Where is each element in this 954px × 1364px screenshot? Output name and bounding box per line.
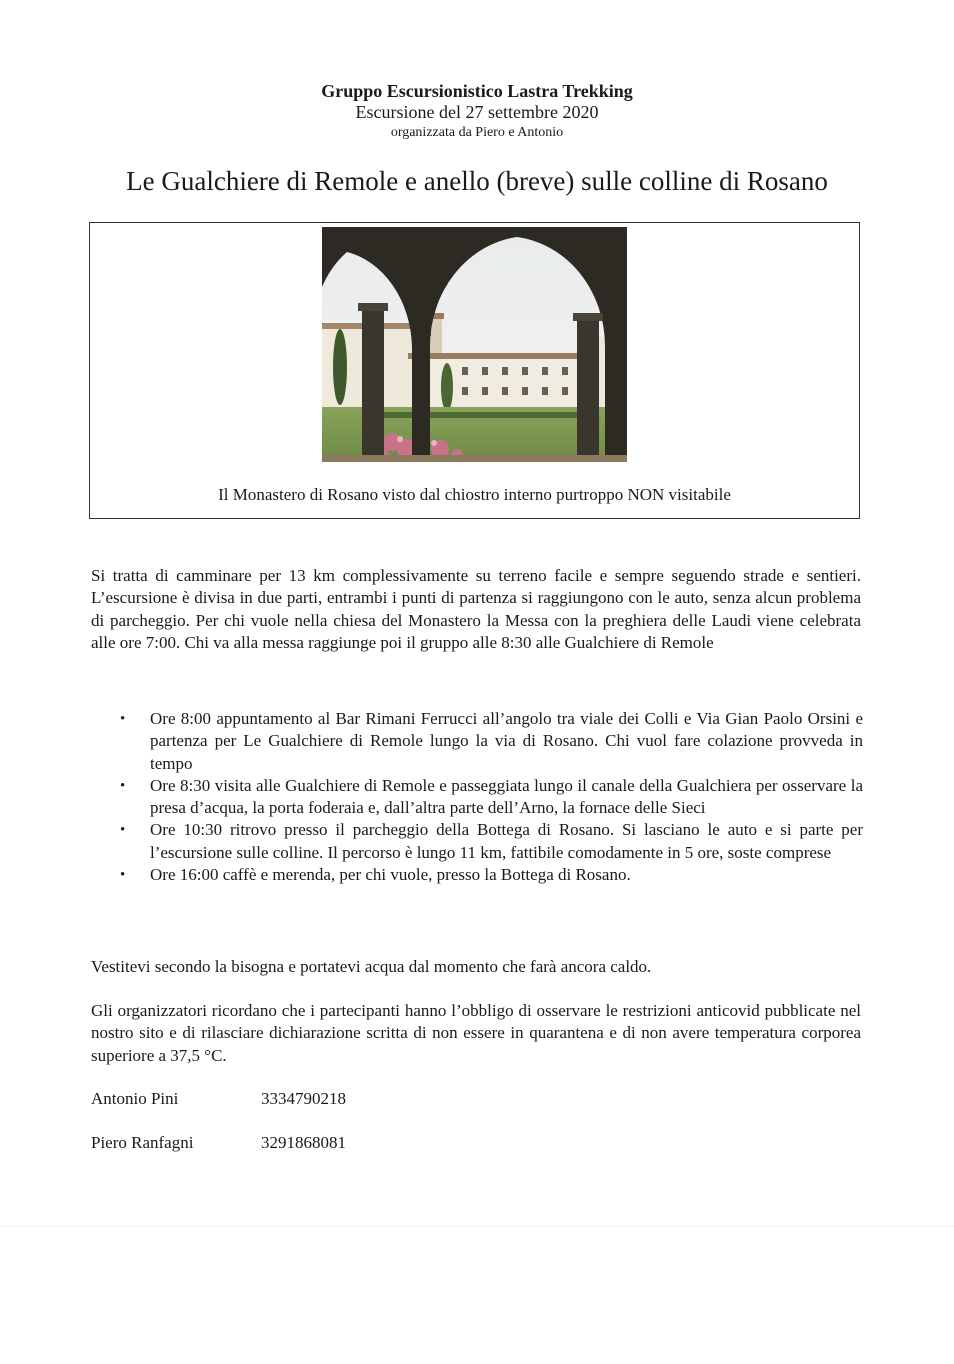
page-divider [0,1226,954,1227]
organizers-line: organizzata da Piero e Antonio [390,125,564,140]
schedule-list [91,708,863,886]
photo-caption: Il Monastero di Rosano visto dal chiostro interno purtroppo NON visitabile [218,485,731,504]
bullet-icon: • [120,777,126,794]
photo-frame [89,222,860,519]
document-title: Le Gualchiere di Remole e anello (breve) sulle colline di Rosano [126,166,828,196]
bullet-icon: • [120,711,126,727]
contact-name: Piero Ranfagni [91,1133,194,1152]
schedule-item-text: Ore 10:30 ritrovo presso il parcheggio della Bottega di Rosano. Si lasciano le auto e si parte per l’escursione sulle colline. Il percorso è lungo 11 km, fattibile comodamente in 5 ore, soste comprese [150,820,863,862]
list-item [91,708,863,775]
contact-phone: 3291868081 [261,1133,346,1152]
dress-note: Vestitevi secondo la bisogna e portatevi acqua dal momento che farà ancora caldo. [91,957,652,976]
intro-paragraph: Si tratta di camminare per 13 km complessivamente su terreno facile e sempre seguendo strade e sentieri. L’escursione è divisa in due parti, entrambi i punti di partenza si raggiungono con le auto, senza alcun problema di parcheggio. Per chi vuole nella chiesa del Monastero la Messa con la preghiera delle Laudi viene celebrata alle ore 7:00. Chi va alla messa raggiunge poi il gruppo alle 8:30 alle Gualchiere di Remole [91,566,861,652]
organization-name: Gruppo Escursionistico Lastra Trekking [321,81,633,101]
list-item [91,819,863,864]
contact-name: Antonio Pini [91,1089,179,1108]
bullet-icon: • [120,867,126,884]
covid-rules-note: Gli organizzatori ricordano che i partecipanti hanno l’obbligo di osservare le restrizioni anticovid pubblicate nel nostro sito e di rilasciare dichiarazione scritta di non essere in quarantena e di non avere temperatura corporea superiore a 37,5 °C. [91,1001,861,1065]
bullet-icon: • [120,822,126,839]
contact-phone: 3334790218 [261,1089,346,1108]
schedule-item-text: Ore 8:30 visita alle Gualchiere di Remole e passeggiata lungo il canale della Gualchiera per osservare la presa d’acqua, la porta foderaia e, dall’altra parte dell’Arno, la fornace delle Sieci [150,775,863,818]
list-item [91,775,863,820]
schedule-item-text: Ore 8:00 appuntamento al Bar Rimani Ferrucci all’angolo tra viale dei Colli e Via Gian Paolo Orsini e partenza per Le Gualchiere di Remole lungo la via di Rosano. Chi vuol fare colazione provveda in tempo [150,709,863,773]
excursion-date: Escursione del 27 settembre 2020 [355,102,599,122]
schedule-item-text: Ore 16:00 caffè e merenda, per chi vuole, presso la Bottega di Rosano. [150,865,631,885]
monastery-photo [322,227,627,462]
list-item [91,864,863,886]
